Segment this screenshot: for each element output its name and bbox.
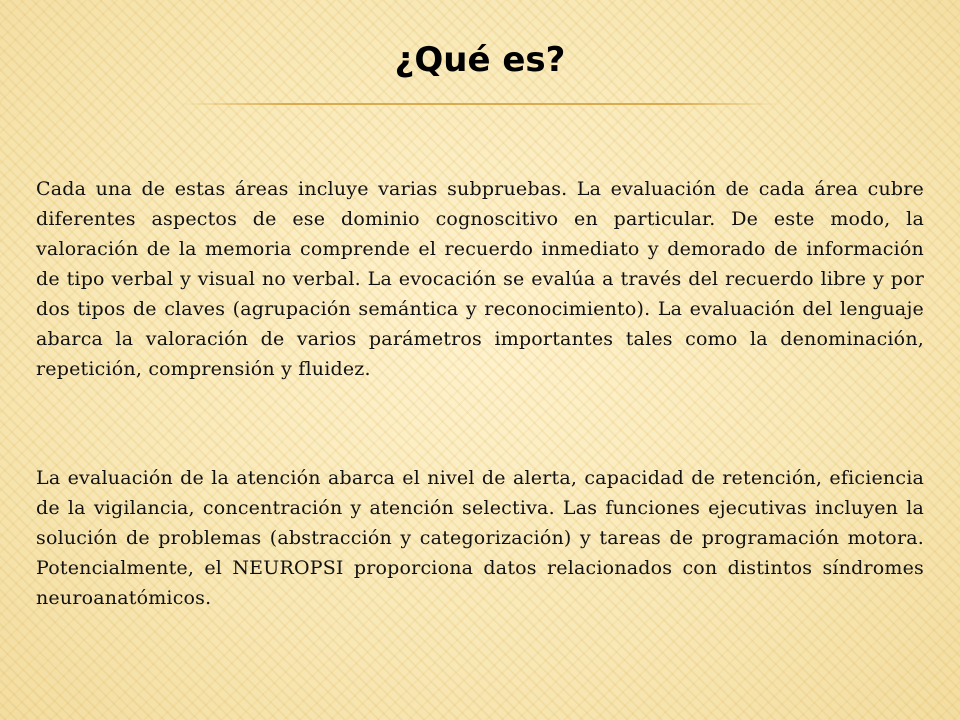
slide-title: ¿Qué es? xyxy=(394,40,566,80)
body-paragraph-2: La evaluación de la atención abarca el nivel de alerta, capacidad de retención, eficiencia de la vigilancia, concentración y atención selectiva. Las funciones ejecutivas incluyen la solución de problemas (abstracción y categorización) y tareas de programación motora. Potencialmente, el NEUROPSI proporciona datos relacionados con distintos síndromes neuroanatómicos. xyxy=(36,467,924,609)
body-paragraph-1: Cada una de estas áreas incluye varias subpruebas. La evaluación de cada área cubre diferentes aspectos de ese dominio cognoscitivo en particular. De este modo, la valoración de la memoria comprende el recuerdo inmediato y demorado de información de tipo verbal y visual no verbal. La evocación se evalúa a través del recuerdo libre y por dos tipos de claves (agrupación semántica y reconocimiento). La evaluación del lenguaje abarca la valoración de varios parámetros importantes tales como la denominación, repetición, comprensión y fluidez. xyxy=(36,178,924,380)
title-divider xyxy=(180,103,780,105)
